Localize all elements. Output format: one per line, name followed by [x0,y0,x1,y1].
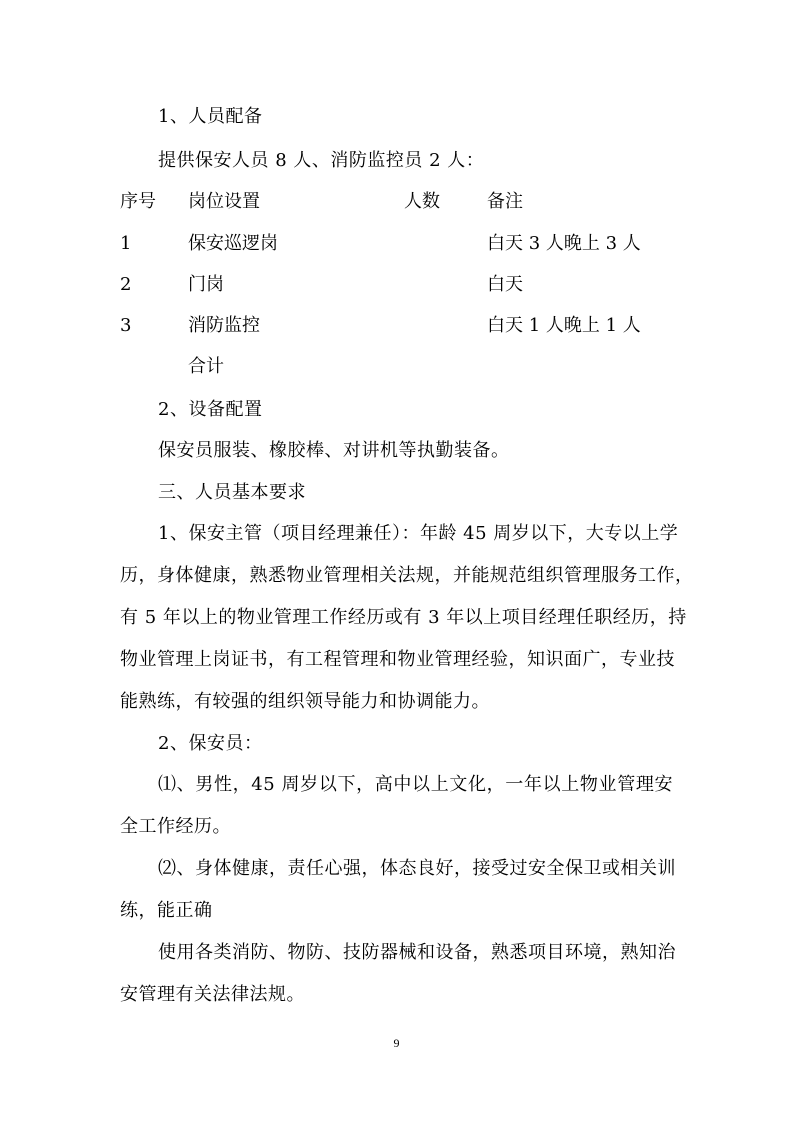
equipment-text: 保安员服装、橡胶棒、对讲机等执勤装备。 [158,440,510,461]
staffing-heading: 1、人员配备 [158,106,263,127]
row-no: 1 [120,233,132,254]
row-post: 门岗 [188,274,224,295]
paragraph-line: 1、保安主管（项目经理兼任）：年龄 45 周岁以下，大专以上学 [158,523,679,544]
row-post: 消防监控 [188,315,260,336]
row-post: 保安巡逻岗 [188,233,278,254]
paragraph-line: 历，身体健康，熟悉物业管理相关法规，并能规范组织管理服务工作， [120,565,694,586]
requirements-heading: 三、人员基本要求 [158,482,306,503]
total-label: 合计 [188,356,224,377]
equipment-heading: 2、设备配置 [158,399,263,420]
paragraph-line: 安管理有关法律法规。 [120,984,305,1005]
header-post: 岗位设置 [188,191,260,212]
paragraph-line: 练，能正确 [120,900,213,921]
row-note: 白天 [487,274,523,295]
paragraph-line: 有 5 年以上的物业管理工作经历或有 3 年以上项目经理任职经历，持 [120,607,687,628]
header-note: 备注 [487,191,523,212]
paragraph-line: ⑵、身体健康，责任心强，体态良好，接受过安全保卫或相关训 [158,858,676,879]
header-no: 序号 [120,191,156,212]
row-no: 2 [120,274,132,295]
row-note: 白天 3 人晚上 3 人 [487,233,641,254]
paragraph-line: 物业管理上岗证书，有工程管理和物业管理经验，知识面广，专业技 [120,649,675,670]
page-number: 9 [393,1036,400,1050]
paragraph-line: 全工作经历。 [120,816,231,837]
row-note: 白天 1 人晚上 1 人 [487,315,641,336]
row-no: 3 [120,315,132,336]
guard-heading: 2、保安员： [158,733,263,754]
paragraph-line: 使用各类消防、物防、技防器械和设备，熟悉项目环境，熟知治 [158,942,676,963]
header-count: 人数 [404,191,440,212]
paragraph-line: ⑴、男性，45 周岁以下，高中以上文化，一年以上物业管理安 [158,774,673,795]
staffing-intro: 提供保安人员 8 人、消防监控员 2 人： [158,150,485,171]
paragraph-line: 能熟练，有较强的组织领导能力和协调能力。 [120,691,490,712]
